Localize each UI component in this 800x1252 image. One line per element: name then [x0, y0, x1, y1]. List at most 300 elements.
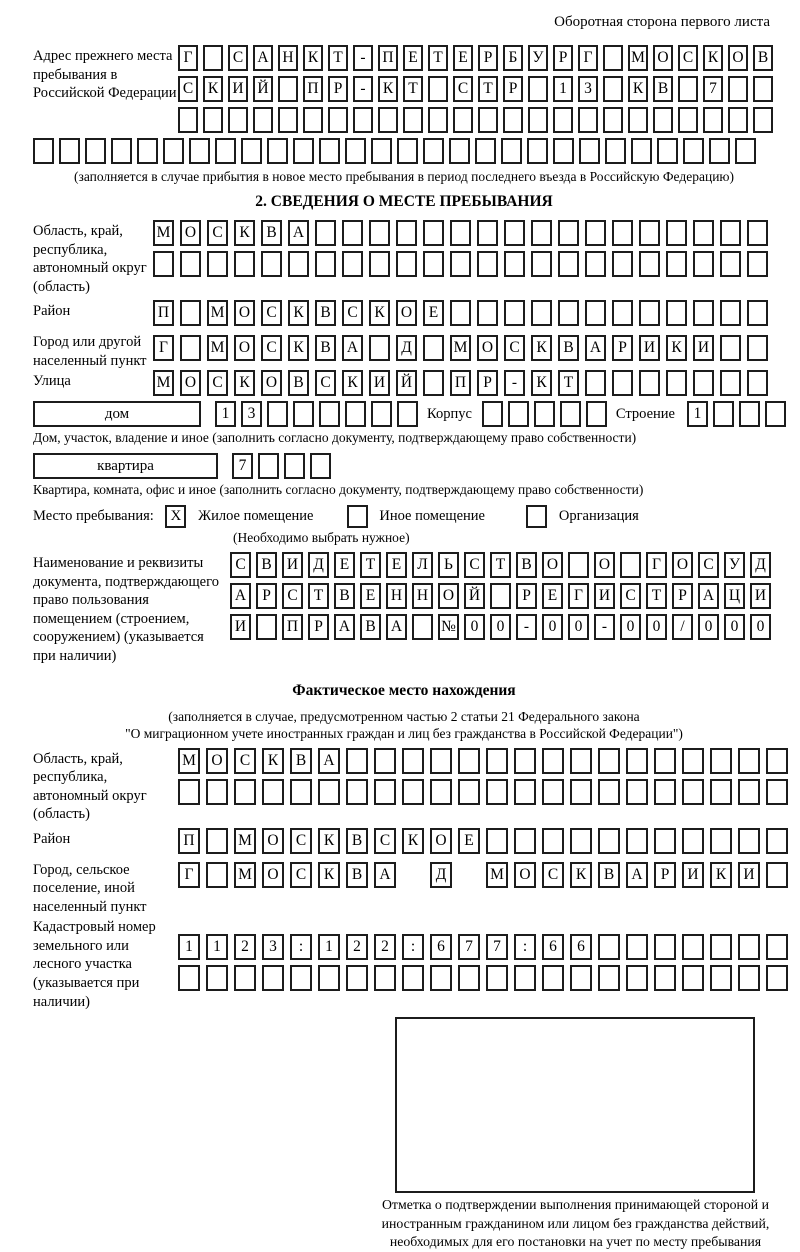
- empty-cell: [586, 401, 607, 427]
- empty-cell: [747, 220, 768, 246]
- empty-cell: [345, 138, 366, 164]
- char-row: [178, 779, 794, 805]
- empty-cell: [639, 300, 660, 326]
- char-cell: М: [207, 335, 228, 361]
- char-cell: С: [234, 748, 256, 774]
- char-cell: С: [290, 862, 312, 888]
- char-cell: У: [528, 45, 548, 71]
- actual-location-caption-1: (заполняется в случае, предусмотренном частью 2 статьи 21 Федерального закона: [168, 708, 640, 724]
- empty-cell: [585, 300, 606, 326]
- char-cell: Й: [396, 370, 417, 396]
- char-cell: К: [234, 370, 255, 396]
- char-cell: П: [153, 300, 174, 326]
- empty-cell: [353, 107, 373, 133]
- confirmation-stamp-note: Отметка о подтверждении выполнения принимающей стороной и иностранным гражданином или лицом без гражданства действий, необходимых для его постановки на учет по месту пребывания: [381, 1197, 770, 1250]
- char-cell: О: [672, 552, 693, 578]
- empty-cell: [293, 138, 314, 164]
- char-cell: С: [678, 45, 698, 71]
- empty-cell: [412, 614, 433, 640]
- char-cell: -: [504, 370, 525, 396]
- char-cell: В: [346, 828, 368, 854]
- empty-cell: [371, 401, 392, 427]
- char-row: [230, 552, 776, 578]
- char-cell: О: [430, 828, 452, 854]
- empty-cell: [501, 138, 522, 164]
- char-cell: У: [724, 552, 745, 578]
- char-row: [230, 583, 776, 609]
- char-cell: 7: [486, 934, 508, 960]
- char-cell: К: [628, 76, 648, 102]
- empty-cell: [585, 370, 606, 396]
- char-cell: Р: [477, 370, 498, 396]
- char-row: [153, 300, 775, 326]
- char-cell: 1: [215, 401, 236, 427]
- empty-cell: [33, 138, 54, 164]
- empty-cell: [490, 583, 511, 609]
- char-cell: С: [453, 76, 473, 102]
- char-cell: И: [750, 583, 771, 609]
- empty-cell: [178, 107, 198, 133]
- empty-cell: [59, 138, 80, 164]
- empty-cell: [639, 251, 660, 277]
- empty-cell: [657, 138, 678, 164]
- char-cell: О: [234, 335, 255, 361]
- empty-cell: [262, 965, 284, 991]
- empty-cell: [206, 828, 228, 854]
- empty-cell: [267, 401, 288, 427]
- confirmation-stamp-box: [395, 1017, 755, 1193]
- empty-cell: [180, 335, 201, 361]
- empty-cell: [620, 552, 641, 578]
- char-cell: Л: [412, 552, 433, 578]
- empty-cell: [396, 220, 417, 246]
- char-cell: О: [261, 370, 282, 396]
- empty-cell: [603, 76, 623, 102]
- checkbox-other-premises: [347, 505, 368, 528]
- empty-cell: [528, 76, 548, 102]
- char-cell: 0: [542, 614, 563, 640]
- empty-cell: [710, 779, 732, 805]
- char-cell: :: [290, 934, 312, 960]
- empty-cell: [475, 138, 496, 164]
- char-cell: -: [353, 45, 373, 71]
- empty-cell: [253, 107, 273, 133]
- city-field: [33, 331, 775, 370]
- apartment-row: [33, 453, 775, 479]
- region-label: Область, край, республика, автономный округ (область): [33, 223, 147, 295]
- char-row: [178, 828, 794, 854]
- char-cell: Г: [178, 862, 200, 888]
- empty-cell: [402, 862, 424, 888]
- char-cell: О: [396, 300, 417, 326]
- empty-cell: [693, 220, 714, 246]
- house-widebox: дом: [33, 401, 201, 427]
- char-cell: Т: [490, 552, 511, 578]
- char-cell: 0: [698, 614, 719, 640]
- char-cell: И: [639, 335, 660, 361]
- empty-cell: [258, 453, 279, 479]
- char-cell: 6: [570, 934, 592, 960]
- char-cell: К: [318, 828, 340, 854]
- char-cell: Г: [178, 45, 198, 71]
- char-cell: 6: [430, 934, 452, 960]
- empty-cell: [328, 107, 348, 133]
- empty-cell: [531, 300, 552, 326]
- empty-cell: [402, 748, 424, 774]
- empty-cell: [423, 138, 444, 164]
- char-cell: Д: [396, 335, 417, 361]
- char-cell: Т: [478, 76, 498, 102]
- empty-cell: [397, 401, 418, 427]
- house-row: [33, 401, 775, 427]
- empty-cell: [654, 965, 676, 991]
- char-cell: Ц: [724, 583, 745, 609]
- empty-cell: [527, 138, 548, 164]
- empty-cell: [396, 251, 417, 277]
- empty-cell: [598, 828, 620, 854]
- empty-cell: [290, 965, 312, 991]
- apartment-cells: [232, 453, 336, 475]
- empty-cell: [206, 779, 228, 805]
- char-cell: О: [234, 300, 255, 326]
- apartment-caption: Квартира, комната, офис и иное (заполнить согласно документу, подтверждающему право собственности): [33, 482, 644, 498]
- empty-cell: [666, 251, 687, 277]
- checkbox-organization: [526, 505, 547, 528]
- char-cell: С: [261, 335, 282, 361]
- empty-cell: [288, 251, 309, 277]
- char-cell: С: [542, 862, 564, 888]
- empty-cell: [558, 300, 579, 326]
- empty-cell: [486, 779, 508, 805]
- char-cell: К: [318, 862, 340, 888]
- empty-cell: [403, 107, 423, 133]
- empty-cell: [666, 370, 687, 396]
- char-cell: 0: [490, 614, 511, 640]
- char-cell: В: [598, 862, 620, 888]
- empty-cell: [626, 779, 648, 805]
- char-cell: О: [180, 370, 201, 396]
- empty-cell: [766, 828, 788, 854]
- empty-cell: [369, 220, 390, 246]
- char-cell: 7: [232, 453, 253, 479]
- usage-document-label: Наименование и реквизиты документа, подтверждающего право пользования помещением (строением, сооружением) (указывается при наличии): [33, 555, 219, 665]
- char-cell: Д: [430, 862, 452, 888]
- empty-cell: [378, 107, 398, 133]
- char-row: [153, 370, 775, 396]
- char-cell: К: [531, 335, 552, 361]
- char-cell: 2: [374, 934, 396, 960]
- stroenie-label: Строение: [615, 406, 675, 423]
- empty-cell: [605, 138, 626, 164]
- char-cell: К: [203, 76, 223, 102]
- char-cell: А: [318, 748, 340, 774]
- empty-cell: [713, 401, 734, 427]
- empty-cell: [598, 965, 620, 991]
- empty-cell: [631, 138, 652, 164]
- char-row: [178, 965, 794, 991]
- char-cell: С: [178, 76, 198, 102]
- char-cell: Т: [403, 76, 423, 102]
- char-cell: :: [402, 934, 424, 960]
- char-cell: Н: [412, 583, 433, 609]
- street-label: Улица: [33, 373, 71, 390]
- empty-cell: [371, 138, 392, 164]
- char-cell: -: [594, 614, 615, 640]
- empty-cell: [570, 779, 592, 805]
- char-cell: Г: [153, 335, 174, 361]
- empty-cell: [654, 748, 676, 774]
- empty-cell: [428, 107, 448, 133]
- empty-cell: [256, 614, 277, 640]
- char-cell: С: [374, 828, 396, 854]
- empty-cell: [450, 220, 471, 246]
- empty-cell: [267, 138, 288, 164]
- char-cell: О: [514, 862, 536, 888]
- empty-cell: [374, 779, 396, 805]
- empty-cell: [598, 934, 620, 960]
- char-cell: С: [464, 552, 485, 578]
- char-cell: Н: [386, 583, 407, 609]
- empty-cell: [560, 401, 581, 427]
- empty-cell: [693, 300, 714, 326]
- empty-cell: [626, 828, 648, 854]
- empty-cell: [458, 862, 480, 888]
- house-caption: Дом, участок, владение и иное (заполнить согласно документу, подтверждающему право собственности): [33, 430, 637, 446]
- char-cell: С: [261, 300, 282, 326]
- empty-cell: [654, 779, 676, 805]
- empty-cell: [747, 335, 768, 361]
- section-2-title: 2. СВЕДЕНИЯ О МЕСТЕ ПРЕБЫВАНИЯ: [255, 193, 553, 210]
- empty-cell: [430, 748, 452, 774]
- empty-cell: [346, 748, 368, 774]
- char-row: [178, 748, 794, 774]
- char-row: [178, 862, 794, 888]
- char-cell: А: [342, 335, 363, 361]
- empty-cell: [346, 965, 368, 991]
- char-cell: И: [693, 335, 714, 361]
- char-cell: Й: [253, 76, 273, 102]
- empty-cell: [682, 934, 704, 960]
- empty-cell: [720, 251, 741, 277]
- char-cell: Е: [360, 583, 381, 609]
- empty-cell: [683, 138, 704, 164]
- char-cell: П: [450, 370, 471, 396]
- char-cell: В: [256, 552, 277, 578]
- empty-cell: [153, 251, 174, 277]
- empty-cell: [261, 251, 282, 277]
- empty-cell: [598, 779, 620, 805]
- char-cell: М: [234, 828, 256, 854]
- char-cell: Р: [553, 45, 573, 71]
- empty-cell: [720, 335, 741, 361]
- char-cell: 3: [262, 934, 284, 960]
- char-cell: Й: [464, 583, 485, 609]
- empty-cell: [278, 107, 298, 133]
- char-cell: Б: [503, 45, 523, 71]
- empty-cell: [747, 300, 768, 326]
- empty-cell: [514, 748, 536, 774]
- empty-cell: [639, 370, 660, 396]
- empty-cell: [178, 965, 200, 991]
- char-cell: И: [230, 614, 251, 640]
- char-cell: А: [386, 614, 407, 640]
- empty-cell: [178, 779, 200, 805]
- empty-cell: [318, 779, 340, 805]
- empty-cell: [477, 300, 498, 326]
- char-cell: Д: [308, 552, 329, 578]
- char-cell: П: [303, 76, 323, 102]
- empty-cell: [626, 748, 648, 774]
- empty-cell: [678, 76, 698, 102]
- empty-cell: [278, 76, 298, 102]
- char-cell: Д: [750, 552, 771, 578]
- char-row: [178, 45, 778, 71]
- char-cell: В: [315, 335, 336, 361]
- char-cell: Р: [672, 583, 693, 609]
- empty-cell: [570, 965, 592, 991]
- char-cell: К: [710, 862, 732, 888]
- char-cell: Е: [334, 552, 355, 578]
- empty-cell: [458, 748, 480, 774]
- empty-cell: [682, 828, 704, 854]
- empty-cell: [738, 828, 760, 854]
- char-cell: М: [628, 45, 648, 71]
- empty-cell: [542, 828, 564, 854]
- stay-type-row: [33, 505, 775, 528]
- city-label: Город или другой населенный пункт: [33, 334, 147, 369]
- char-cell: К: [369, 300, 390, 326]
- empty-cell: [678, 107, 698, 133]
- empty-cell: [710, 965, 732, 991]
- char-cell: В: [261, 220, 282, 246]
- char-cell: 2: [346, 934, 368, 960]
- char-cell: -: [516, 614, 537, 640]
- char-cell: К: [288, 335, 309, 361]
- stroenie-cells: [687, 401, 791, 423]
- prev-address-field: [33, 45, 775, 138]
- char-cell: Е: [458, 828, 480, 854]
- empty-cell: [478, 107, 498, 133]
- char-row-full-width: [33, 138, 775, 164]
- char-cell: 1: [206, 934, 228, 960]
- char-cell: А: [288, 220, 309, 246]
- option-organization-label: Организация: [558, 508, 639, 525]
- empty-cell: [528, 107, 548, 133]
- empty-cell: [766, 934, 788, 960]
- char-cell: 0: [464, 614, 485, 640]
- empty-cell: [503, 107, 523, 133]
- char-cell: А: [334, 614, 355, 640]
- char-cell: Р: [328, 76, 348, 102]
- house-cells: [215, 401, 423, 423]
- empty-cell: [747, 251, 768, 277]
- empty-cell: [639, 220, 660, 246]
- char-cell: Г: [568, 583, 589, 609]
- empty-cell: [682, 748, 704, 774]
- char-cell: А: [626, 862, 648, 888]
- empty-cell: [369, 335, 390, 361]
- char-cell: В: [558, 335, 579, 361]
- char-cell: Е: [423, 300, 444, 326]
- empty-cell: [423, 220, 444, 246]
- empty-cell: [720, 220, 741, 246]
- empty-cell: [504, 220, 525, 246]
- empty-cell: [738, 748, 760, 774]
- district-field: [33, 300, 775, 331]
- char-cell: 1: [318, 934, 340, 960]
- empty-cell: [293, 401, 314, 427]
- empty-cell: [207, 251, 228, 277]
- empty-cell: [703, 107, 723, 133]
- empty-cell: [206, 862, 228, 888]
- empty-cell: [735, 138, 756, 164]
- usage-document-field: [33, 552, 775, 665]
- char-cell: Т: [308, 583, 329, 609]
- empty-cell: [710, 828, 732, 854]
- empty-cell: [180, 251, 201, 277]
- empty-cell: [612, 300, 633, 326]
- empty-cell: [342, 251, 363, 277]
- empty-cell: [486, 828, 508, 854]
- empty-cell: [508, 401, 529, 427]
- empty-cell: [163, 138, 184, 164]
- empty-cell: [189, 138, 210, 164]
- empty-cell: [739, 401, 760, 427]
- char-cell: Г: [646, 552, 667, 578]
- actual-region-field: [33, 748, 775, 824]
- empty-cell: [428, 76, 448, 102]
- empty-cell: [612, 220, 633, 246]
- empty-cell: [585, 251, 606, 277]
- char-cell: Е: [453, 45, 473, 71]
- empty-cell: [693, 370, 714, 396]
- cadastre-label: Кадастровый номер земельного или лесного участка (указывается при наличии): [33, 919, 156, 1010]
- char-row: [153, 220, 775, 246]
- char-cell: А: [253, 45, 273, 71]
- char-cell: С: [290, 828, 312, 854]
- char-cell: К: [234, 220, 255, 246]
- district-label: Район: [33, 303, 71, 320]
- char-cell: Р: [478, 45, 498, 71]
- char-cell: Н: [278, 45, 298, 71]
- empty-cell: [710, 748, 732, 774]
- char-cell: К: [342, 370, 363, 396]
- actual-location-title: Фактическое место нахождения: [292, 681, 516, 699]
- empty-cell: [215, 138, 236, 164]
- empty-cell: [654, 934, 676, 960]
- empty-cell: [180, 300, 201, 326]
- empty-cell: [482, 401, 503, 427]
- empty-cell: [453, 107, 473, 133]
- empty-cell: [477, 251, 498, 277]
- empty-cell: [693, 251, 714, 277]
- char-cell: К: [378, 76, 398, 102]
- char-cell: Т: [558, 370, 579, 396]
- char-cell: С: [207, 370, 228, 396]
- empty-cell: [720, 370, 741, 396]
- char-cell: В: [290, 748, 312, 774]
- empty-cell: [514, 779, 536, 805]
- empty-cell: [262, 779, 284, 805]
- char-cell: 7: [458, 934, 480, 960]
- actual-district-field: [33, 828, 775, 859]
- char-cell: /: [672, 614, 693, 640]
- empty-cell: [542, 779, 564, 805]
- empty-cell: [553, 107, 573, 133]
- empty-cell: [626, 965, 648, 991]
- region-field: [33, 220, 775, 296]
- empty-cell: [319, 138, 340, 164]
